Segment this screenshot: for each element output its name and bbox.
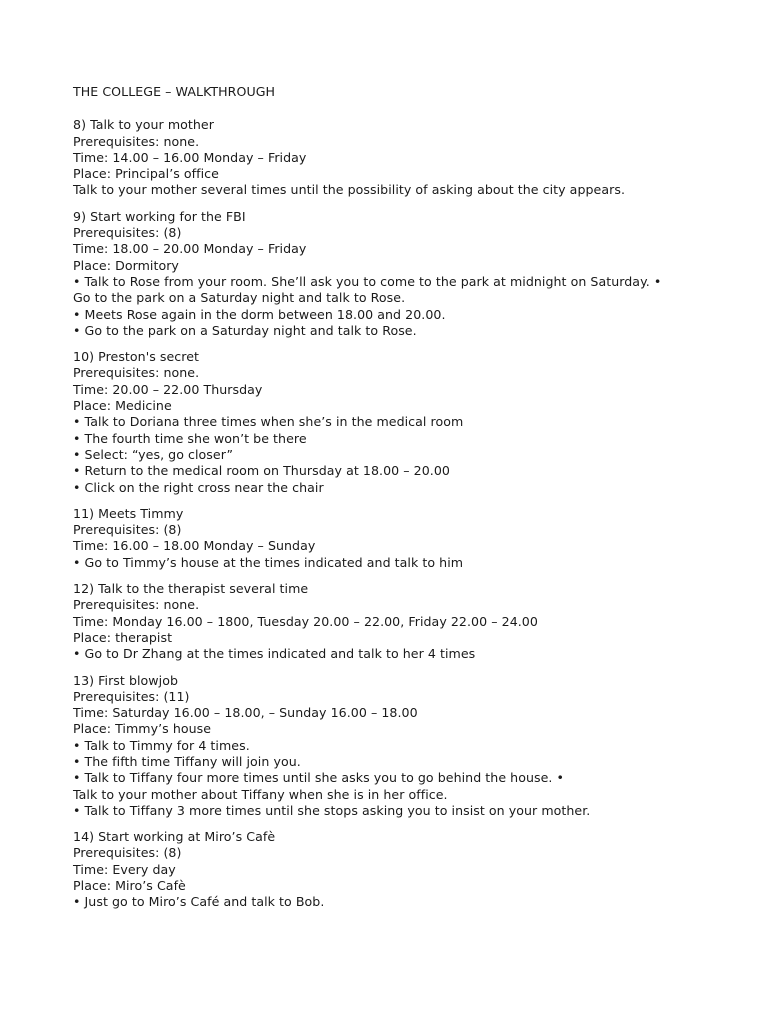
- step-heading: 10) Preston's secret: [73, 349, 199, 365]
- walkthrough-step: [73, 349, 733, 496]
- step-line: Prerequisites: none.: [73, 365, 200, 381]
- step-line: Place: Miro’s Cafè: [73, 878, 186, 894]
- step-line: Time: Every day: [73, 861, 176, 877]
- step-line: Time: Monday 16.00 – 1800, Tuesday 20.00 – 22.00, Friday 22.00 – 24.00: [73, 613, 538, 629]
- walkthrough-step: [73, 673, 733, 820]
- step-line: • The fifth time Tiffany will join you.: [73, 753, 301, 769]
- step-line: Time: 14.00 – 16.00 Monday – Friday: [73, 149, 307, 165]
- step-line: Place: Medicine: [73, 398, 172, 414]
- walkthrough-step: [73, 117, 733, 198]
- step-line: • Return to the medical room on Thursday at 18.00 – 20.00: [73, 463, 450, 479]
- step-line: • Talk to Timmy for 4 times.: [73, 737, 250, 753]
- step-line: Prerequisites: (8): [73, 522, 182, 538]
- step-line: Talk to your mother several times until the possibility of asking about the city appears.: [73, 182, 625, 198]
- step-line: Time: 16.00 – 18.00 Monday – Sunday: [73, 538, 316, 554]
- step-line: • Talk to Doriana three times when she’s in the medical room: [73, 414, 464, 430]
- step-line: • Go to Dr Zhang at the times indicated and talk to her 4 times: [73, 646, 476, 662]
- step-line: Time: Saturday 16.00 – 18.00, – Sunday 16.00 – 18.00: [73, 705, 418, 721]
- document-page: [73, 84, 733, 921]
- step-line: Place: therapist: [73, 629, 173, 645]
- step-line: • Go to Timmy’s house at the times indicated and talk to him: [73, 554, 464, 570]
- step-line: Prerequisites: (8): [73, 225, 182, 241]
- step-line: • Go to the park on a Saturday night and talk to Rose.: [73, 322, 417, 338]
- walkthrough-step: [73, 581, 733, 662]
- step-line: Prerequisites: (11): [73, 688, 190, 704]
- walkthrough-step: [73, 829, 733, 910]
- walkthrough-step: [73, 209, 733, 339]
- step-line: Go to the park on a Saturday night and talk to Rose.: [73, 290, 406, 306]
- step-line: • Select: “yes, go closer”: [73, 446, 234, 462]
- step-heading: 11) Meets Timmy: [73, 505, 184, 521]
- walkthrough-sections: [73, 117, 733, 910]
- step-line: Prerequisites: (8): [73, 845, 182, 861]
- step-line: Place: Principal’s office: [73, 166, 219, 182]
- step-line: Prerequisites: none.: [73, 133, 200, 149]
- step-line: • Meets Rose again in the dorm between 18.00 and 20.00.: [73, 306, 446, 322]
- step-line: Talk to your mother about Tiffany when she is in her office.: [73, 786, 448, 802]
- step-heading: 8) Talk to your mother: [73, 117, 214, 133]
- step-line: Prerequisites: none.: [73, 597, 200, 613]
- step-line: • Talk to Rose from your room. She’ll ask you to come to the park at midnight on Saturday. •: [73, 273, 662, 289]
- step-line: Time: 18.00 – 20.00 Monday – Friday: [73, 241, 307, 257]
- step-line: Time: 20.00 – 22.00 Thursday: [73, 381, 263, 397]
- step-line: • Just go to Miro’s Café and talk to Bob.: [73, 894, 325, 910]
- step-line: Place: Dormitory: [73, 257, 179, 273]
- step-heading: 9) Start working for the FBI: [73, 208, 246, 224]
- step-line: • Click on the right cross near the chair: [73, 479, 324, 495]
- step-heading: 13) First blowjob: [73, 672, 178, 688]
- step-line: • Talk to Tiffany 3 more times until she stops asking you to insist on your mother.: [73, 802, 591, 818]
- document-title: THE COLLEGE – WALKTHROUGH: [73, 84, 276, 99]
- step-heading: 12) Talk to the therapist several time: [73, 581, 309, 597]
- step-line: • The fourth time she won’t be there: [73, 430, 307, 446]
- walkthrough-step: [73, 506, 733, 571]
- step-line: • Talk to Tiffany four more times until she asks you to go behind the house. •: [73, 770, 564, 786]
- step-heading: 14) Start working at Miro’s Cafè: [73, 829, 276, 845]
- step-line: Place: Timmy’s house: [73, 721, 212, 737]
